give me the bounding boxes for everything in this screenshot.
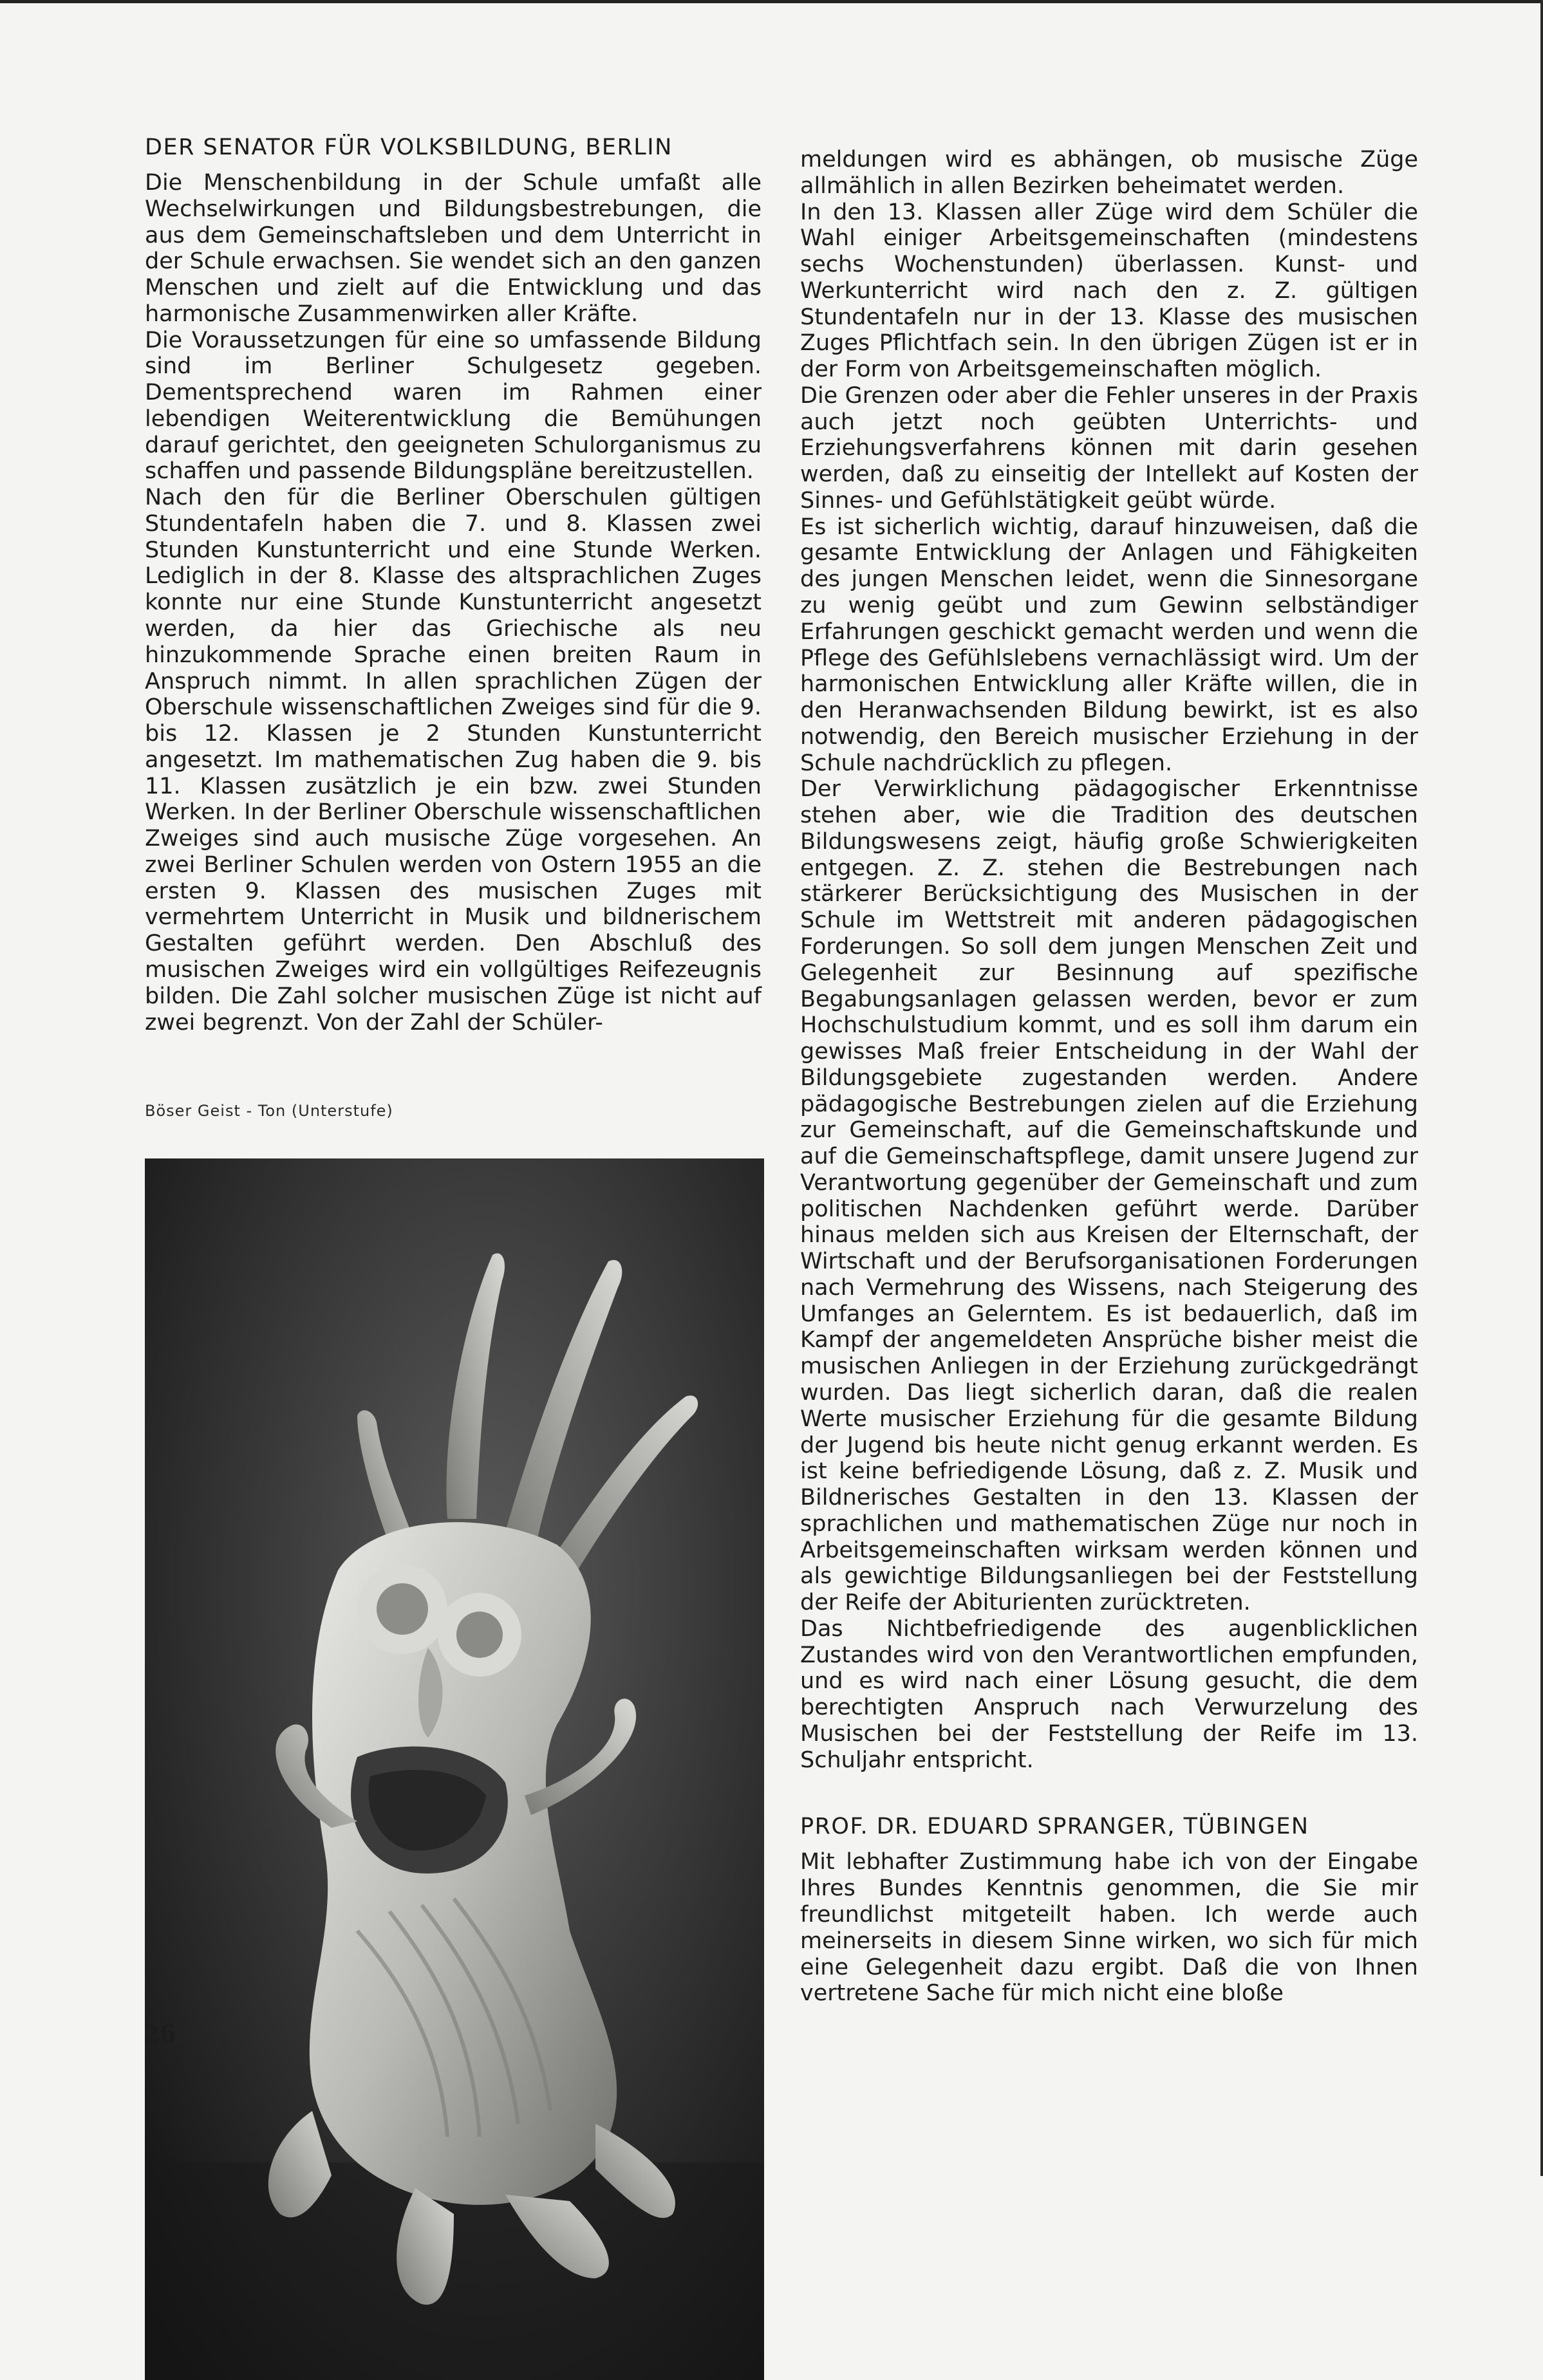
section-gap	[800, 1773, 1418, 1813]
paragraph: Das Nichtbefriedigende des augenblicklichen Zustandes wird von den Verantwortlichen empfunden, und es wird nach einer Lösung gesucht, die dem berechtigten Anspruch nach Verwurzelung des Musischen bei der Feststellung der Reife im 13. Schuljahr entspricht.	[800, 1615, 1418, 1773]
left-column	[145, 134, 762, 1036]
section-heading-spranger: PROF. DR. EDUARD SPRANGER, TÜBINGEN	[800, 1814, 1309, 1840]
paragraph: meldungen wird es abhängen, ob musische Züge allmählich in allen Bezirken beheimatet werden.	[800, 147, 1418, 199]
paragraph: In den 13. Klassen aller Züge wird dem Schüler die Wahl einiger Arbeitsgemeinschaften (mindestens sechs Wochenstunden) überlassen. Kunst- und Werkunterricht wird nach den z. Z. gültigen Stundentafeln nur in der 13. Klasse des musischen Zuges Pflichtfach sein. In den übrigen Zügen ist er in der Form von Arbeitsgemeinschaften möglich.	[800, 199, 1418, 383]
paragraph: Es ist sicherlich wichtig, darauf hinzuweisen, daß die gesamte Entwicklung der Anlagen und Fähigkeiten des jungen Menschen leidet, wenn die Sinnesorgane zu wenig geübt und zum Gewinn selbständiger Erfahrungen geschickt gemacht werden und wenn die Pflege des Gefühlslebens vernachlässigt wird. Um der harmonischen Entwicklung aller Kräfte willen, die in den Heranwachsenden Bildung bewirkt, ist es also notwendig, den Bereich musischer Erziehung in der Schule nachdrücklich zu pflegen.	[800, 514, 1418, 776]
scan-edge-right	[1540, 0, 1543, 2176]
paragraph: Die Voraussetzungen für eine so umfassende Bildung sind im Berliner Schulgesetz gegeben. Dementsprechend waren im Rahmen einer lebendigen Weiterentwicklung die Bemühungen darauf gerichtet, den geeigneten Schulorganismus zu schaffen und passende Bildungspläne bereitzustellen.	[145, 327, 762, 485]
scan-edge-top	[0, 0, 1543, 3]
paragraph: Nach den für die Berliner Oberschulen gültigen Stundentafeln haben die 7. und 8. Klassen zwei Stunden Kunstunterricht und eine Stunde Werken. Lediglich in der 8. Klasse des altsprachlichen Zuges konnte nur eine Stunde Kunstunterricht angesetzt werden, da hier das Griechische als neu hinzukommende Sprache einen breiten Raum in Anspruch nimmt. In allen sprachlichen Zügen der Oberschule wissenschaftlichen Zweiges sind für die 9. bis 12. Klassen je 2 Stunden Kunstunterricht angesetzt. Im mathematischen Zug haben die 9. bis 11. Klassen zusätzlich je ein bzw. zwei Stunden Werken. In der Berliner Oberschule wissenschaftlichen Zweiges sind auch musische Züge vorgesehen. An zwei Berliner Schulen werden von Ostern 1955 an die ersten 9. Klassen des musischen Zuges mit vermehrtem Unterricht in Musik und bildnerischem Gestalten geführt werden. Den Abschluß des musischen Zweiges wird ein vollgültiges Reifezeugnis bilden. Die Zahl solcher musischen Züge ist nicht auf zwei begrenzt. Von der Zahl der Schüler-	[145, 485, 762, 1036]
paragraph: Die Menschenbildung in der Schule umfaßt alle Wechselwirkungen und Bildungsbestrebungen, die aus dem Gemeinschaftsleben und dem Unterricht in der Schule erwachsen. Sie wendet sich an den ganzen Menschen und zielt auf die Entwicklung und das harmonische Zusammenwirken aller Kräfte.	[145, 170, 762, 327]
section-heading-senator: DER SENATOR FÜR VOLKSBILDUNG, BERLIN	[145, 135, 673, 160]
paragraph: Der Verwirklichung pädagogischer Erkenntnisse stehen aber, wie die Tradition des deutschen Bildungswesens zeigt, häufig große Schwierigkeiten entgegen. Z. Z. stehen die Bestrebungen nach stärkerer Berücksichtigung des Musischen in der Schule im Wettstreit mit anderen pädagogischen Forderungen. So soll dem jungen Menschen Zeit und Gelegenheit zur Besinnung auf spezifische Begabungsanlagen gelassen werden, bevor er zum Hochschulstudium kommt, und es soll ihm darum ein gewisses Maß freier Entscheidung in der Wahl der Bildungsgebiete zugestanden werden. Andere pädagogische Bestrebungen zielen auf die Erziehung zur Gemeinschaft, auf die Gemeinschaftskunde und auf die Gemeinschaftspflege, damit unsere Jugend zur Verantwortung gegenüber der Gemeinschaft und zum politischen Nachdenken geführt werde. Darüber hinaus melden sich aus Kreisen der Elternschaft, der Wirtschaft und der Berufsorganisationen Forderungen nach Vermehrung des Wissens, nach Steigerung des Umfanges an Gelerntem. Es ist bedauerlich, daß im Kampf der angemeldeten Ansprüche bisher meist die musischen Anliegen in der Erziehung zurückgedrängt wurden. Das liegt sicherlich daran, daß die realen Werte musischer Erziehung für die gesamte Bildung der Jugend bis heute nicht genug erkannt werden. Es ist keine befriedigende Lösung, daß z. Z. Musik und Bildnerisches Gestalten in den 13. Klassen der sprachlichen und mathematischen Züge nur noch in Arbeitsgemeinschaften wirksam werden können und als gewichtige Bildungsanliegen bei der Feststellung der Reife der Abiturienten zurücktreten.	[800, 776, 1418, 1616]
paragraph: Mit lebhafter Zustimmung habe ich von der Eingabe Ihres Bundes Kenntnis genommen, die Sie mir freundlichst mitgeteilt haben. Ich werde auch meinerseits in diesem Sinne wirken, wo sich für mich eine Gelegenheit dazu ergibt. Daß die von Ihnen vertretene Sache für mich nicht eine bloße	[800, 1849, 1418, 2007]
sculpture-photo	[145, 1158, 764, 2380]
page-number: 26	[144, 2021, 176, 2048]
right-column	[800, 147, 1418, 2007]
figure-caption: Böser Geist - Ton (Unterstufe)	[145, 1102, 393, 1120]
paragraph: Die Grenzen oder aber die Fehler unseres in der Praxis auch jetzt noch geübten Unterrichts- und Erziehungsverfahrens können mit darin gesehen werden, daß zu einseitig der Intellekt auf Kosten der Sinnes- und Gefühlstätigkeit geübt würde.	[800, 382, 1418, 514]
